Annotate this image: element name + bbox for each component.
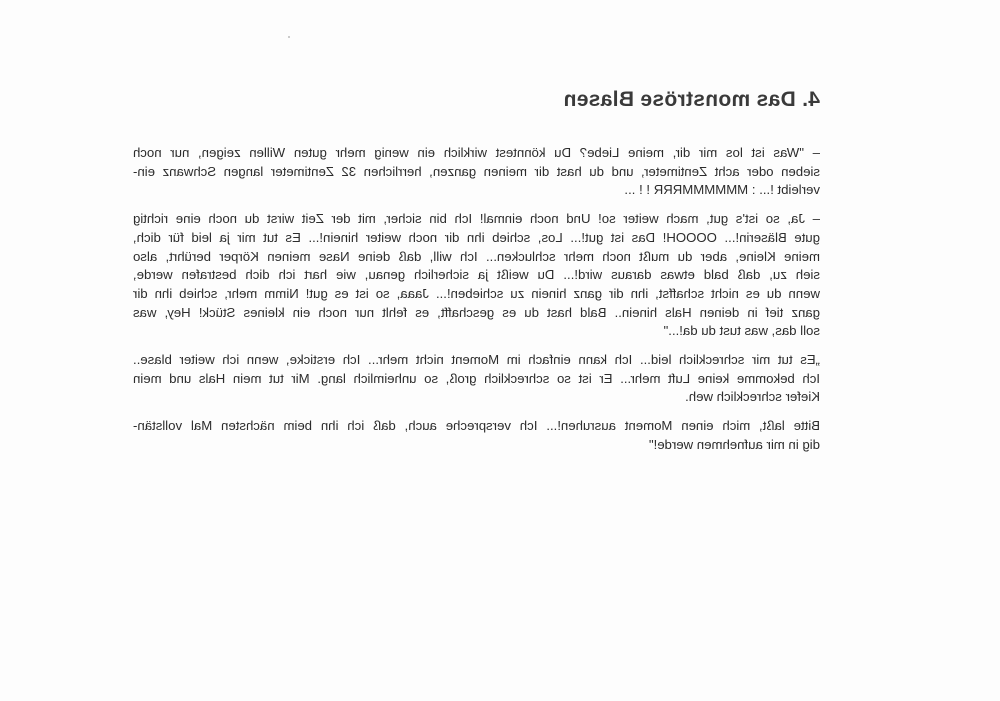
text-line: – "Was ist los mir dir, meine Liebe? Du könntest wirklich ein wenig mehr guten Willen zeigen, nur noch <box>133 145 820 160</box>
text-line: Ich bekomme keine Luft mehr... Er ist so schrecklich groß, so unheimlich lang. Mir tut mein Hals und mein <box>133 370 820 386</box>
text-line: „Es tut mir schrecklich leid... Ich kann einfach im Moment nicht mehr... Ich ersticke, wenn ich weiter blase.. <box>133 352 820 368</box>
paragraph-4 <box>133 417 820 454</box>
text-line: ganz tief in deinen Hals hinein.. Bald hast du es geschafft, es fehlt nur noch ein kleines Stück! Hey, was <box>133 304 820 320</box>
scan-speck <box>288 36 290 38</box>
text-line: wenn du es nicht schaffst, ihn dir ganz hinein zu schieben!... Jaaa, so ist es gut! Nimm mehr, schieb ihn dir <box>133 285 820 301</box>
paragraph-2 <box>133 210 820 341</box>
text-line: – Ja, so ist's gut, mach weiter so! Und noch einmal! Ich bin sicher, mit der Zeit wirst du noch eine richtig <box>133 211 820 227</box>
document-body <box>133 88 820 465</box>
text-line: sieben oder acht Zentimeter, und du hast dir meinen ganzen, herrlichen 32 Zentimeter langen Schwanz ein- <box>133 163 820 179</box>
text-line: dig in mir aufnehmen werde!" <box>648 436 820 452</box>
text-line: verleibt !... : MMMMMMRRR ! ! ... <box>624 182 820 198</box>
paragraph-1 <box>133 144 820 200</box>
text-line: sieh zu, daß bald etwas daraus wird!... Du weißt ja sicherlich genau, wie hart ich dich bestrafen werde, <box>133 267 820 283</box>
chapter-title: 4. Das monströse Blasen <box>563 88 820 111</box>
paragraph-3 <box>133 351 820 407</box>
text-line: Bitte laßt, mich einen Moment ausruhen!... Ich verspreche auch, daß ich ihn beim nächsten Mal vollstän- <box>133 418 820 434</box>
text-line: soll das, was tust du da!..." <box>663 323 820 339</box>
text-line: Kiefer schrecklich weh. <box>685 389 820 405</box>
text-line: meine Kleine, aber du mußt noch mehr schlucken... Ich will, daß deine Nase meinen Körper berührt, also <box>133 248 820 264</box>
text-line: gute Bläserin!... OOOOH! Das ist gut!... Los, schieb ihn dir noch weiter hinein!... Es tut mir ja leid für dich, <box>133 229 820 245</box>
